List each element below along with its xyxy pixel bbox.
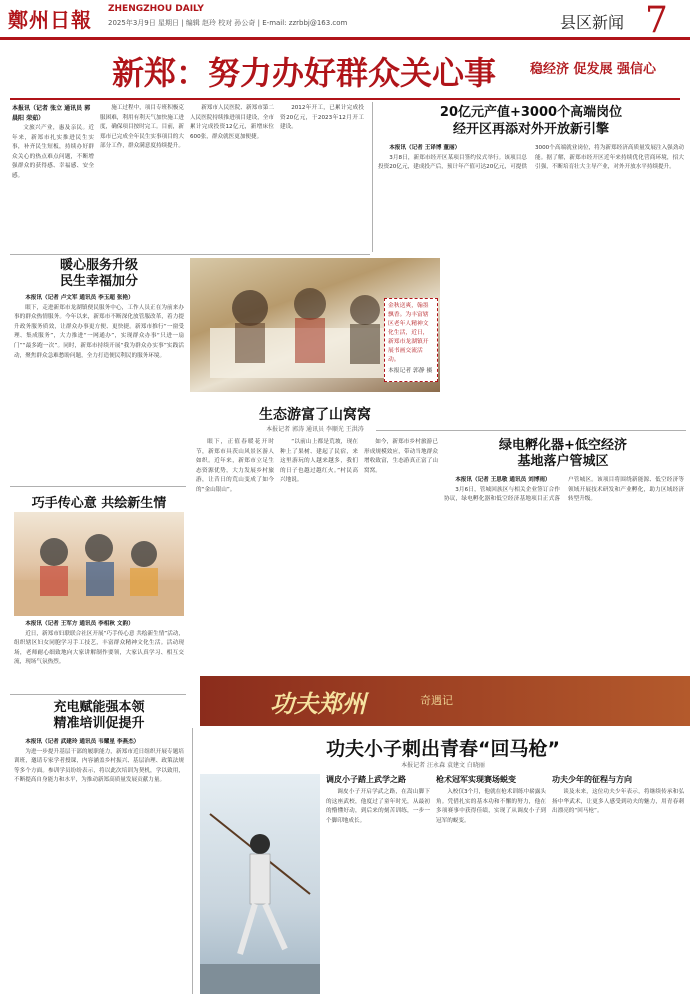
kungfu-col-3 bbox=[552, 774, 684, 992]
kungfu-col-2-body bbox=[436, 788, 546, 992]
column-divider-2 bbox=[192, 728, 193, 994]
tourism-col-3 bbox=[364, 438, 438, 668]
incubator-text: 3月6日，管城回族区与相关企业签订合作协议，绿电孵化器和低空经济基地项目正式落户管城区。该项目将围绕新能源、低空经济等领域开展技术研发和产业孵化，助力区域经济转型升级。 bbox=[444, 477, 684, 503]
headline-rule bbox=[10, 98, 680, 100]
kungfu-subhead-1: 调皮小子踏上武学之路 bbox=[326, 775, 406, 784]
masthead bbox=[0, 0, 690, 40]
craft-byline: 本报讯（记者 王军方 通讯员 李相秋 文韵） bbox=[25, 621, 134, 627]
kungfu-col-2-text: 入校仅3个月，他就在枪术训练中崭露头角。凭借扎实的基本功和不懈的努力，他在多项赛事中获得佳绩，实现了从调皮小子到冠军的蜕变。 bbox=[436, 789, 546, 824]
craft-photo-art bbox=[14, 512, 184, 616]
main-headline: 新郑：努力办好群众关心事 bbox=[112, 54, 497, 92]
kungfu-col-3-body bbox=[552, 788, 684, 992]
tourism-col-2 bbox=[280, 438, 358, 668]
incubator-byline: 本报讯（记者 王思敬 通讯员 刘博雨） bbox=[455, 477, 551, 483]
tourism-byline: 本报记者 郭涛 通讯员 李顺光 王洪涛 bbox=[266, 426, 364, 433]
incubator-headline: 绿电孵化器+低空经济 基地落户管城区 bbox=[499, 438, 627, 469]
training-headline: 充电赋能强本领 精准培训促提升 bbox=[53, 700, 145, 731]
newspaper-subtitle: ZHENGZHOU DAILY bbox=[108, 4, 204, 14]
investment-text: 3月8日，新郑市经开区某项目签约仪式举行。该项目总投资20亿元，建成投产后，预计年产值可达20亿元，可提供3000个高端就业岗位，将为新郑经济高质量发展注入强劲动能。据了解，新郑市经开区近年来持续优化营商环境，招大引强，不断培育壮大主导产业，对外开放水平持续提升。 bbox=[378, 145, 684, 171]
service-body bbox=[14, 294, 184, 480]
lead-col-1-text: 文旅兴产业，惠及亲民。近年来，新郑市扎实推进民生实事，补齐民生短板，持续办好群众关心的热点难点问题，不断增强群众的获得感、幸福感、安全感。 bbox=[12, 125, 94, 179]
lead-col-1 bbox=[12, 124, 94, 250]
kungfu-byline: 本报记者 汪永森 袁建文 白晓丽 bbox=[401, 762, 485, 769]
craft-photo bbox=[14, 512, 184, 616]
tourism-headline: 生态游富了山窝窝 bbox=[259, 407, 371, 423]
calligraphy-note: 金秋送爽，翰墨飘香。为丰富辖区老年人精神文化生活，近日，新郑市龙湖镇开展书画交流活动。 bbox=[388, 303, 429, 363]
craft-body bbox=[14, 620, 184, 686]
investment-headline: 20亿元产值+3000个高端岗位 经开区再添对外开放新引擎 bbox=[439, 105, 623, 137]
issue-meta: 2025年3月9日 星期日 | 编辑 赵玲 校对 孙公奇 | E-mail: zzrbbj@163.com bbox=[108, 19, 348, 27]
lead-col-2-text: 施工过程中，项目专班积极克服困难，利用有利天气加快施工进度，确保项目按时完工。目前，新郑市已完成全年民生实事项目的大部分工作，群众满意度持续提升。 bbox=[100, 105, 184, 150]
kungfu-banner-title: 功夫郑州 bbox=[270, 689, 366, 718]
service-byline: 本报讯（记者 卢文军 通讯员 李玉超 张艳） bbox=[25, 295, 134, 301]
row-divider-left bbox=[10, 486, 186, 487]
lead-col-4 bbox=[280, 104, 364, 250]
slogan: 稳经济 促发展 强信心 bbox=[530, 62, 657, 77]
row-divider-left-2 bbox=[10, 694, 186, 695]
kungfu-col-2 bbox=[436, 774, 546, 992]
kungfu-col-1 bbox=[326, 774, 430, 992]
service-text: 眼下，走进新郑市龙湖镇便民服务中心，工作人员正在为前来办事的群众热情服务。今年以来，新郑市不断深化放管服改革，着力提升政务服务质效，让群众办事更方便、更快捷。新郑市推行“一窗受理、集成服务”，大力推进“一网通办”，实现群众办事“只进一扇门”“最多跑一次”。同时，新郑市持续开展“我为群众办实事”实践活动，聚焦群众急难愁盼问题，全力打造便民利民的服务环境。 bbox=[14, 304, 184, 359]
kungfu-headline: 功夫小子刺出青春“回马枪” bbox=[326, 738, 560, 760]
lead-col-3 bbox=[190, 104, 274, 250]
kungfu-banner-subtitle: 奇遇记 bbox=[420, 694, 453, 707]
service-headline: 暖心服务升级 民生幸福加分 bbox=[59, 258, 138, 289]
tourism-col-3-text: 如今，新郑市乡村旅游已形成规模效应，带动当地群众增收致富，生态游真正富了山窝窝。 bbox=[364, 439, 438, 474]
lead-col-2 bbox=[100, 104, 184, 250]
newspaper-logo: 鄭州日報 bbox=[8, 8, 92, 32]
kungfu-col-1-text: 调皮小子开启学武之路，在嵩山脚下的这座武校，他度过了童年时光，从最初的懵懂好动，到后来的刻苦训练，一步一个脚印地成长。 bbox=[326, 789, 430, 824]
lead-col-4-text: 2012年开工，已累计完成投资20亿元，于2023年12月开工建设。 bbox=[280, 105, 364, 131]
lead-byline: 本报讯（记者 张立 通讯员 郭晨阳 荣茹） bbox=[12, 105, 91, 122]
investment-byline: 本报讯（记者 王译博 董丽） bbox=[389, 145, 461, 151]
tourism-col-2-text: “以前山上都是荒坡，现在种上了果树、建起了民宿，来这里游玩的人越来越多，我们的日子也越过越红火。”村民高兴地说。 bbox=[280, 439, 358, 484]
calligraphy-caption: 本报记者 郭静 摄 bbox=[388, 368, 433, 374]
craft-headline: 巧手传心意 共绘新生情 bbox=[31, 496, 167, 511]
page-number: 7 bbox=[645, 0, 668, 41]
training-text: 为进一步提升基层干部的履职能力，新郑市近日组织开展专题培训班，邀请专家学者授课，内容涵盖乡村振兴、基层治理、政策法规等多个方面。参训学员纷纷表示，将以此次培训为契机，学以致用，不断提高自身能力和水平，为推动新郑高质量发展贡献力量。 bbox=[14, 748, 184, 784]
section-name: 县区新闻 bbox=[560, 13, 625, 32]
lead-col-3-text: 新郑市人民医院、新郑市第二人民医院持续推进项目建设，全市累计完成投资12亿元，新增床位600张，群众就医更加便捷。 bbox=[190, 105, 274, 140]
kungfu-subhead-3: 功夫少年的征程与方向 bbox=[552, 775, 632, 784]
kungfu-subhead-2: 枪术冠军实现赛场蜕变 bbox=[436, 775, 516, 784]
kungfu-col-1-body bbox=[326, 788, 430, 992]
training-byline: 本报讯（记者 武建玲 通讯员 韦耀星 李燕杰） bbox=[25, 739, 140, 745]
incubator-body bbox=[444, 476, 684, 666]
kungfu-col-3-text: 谈及未来，这位功夫少年表示，将继续传承和弘扬中华武术，让更多人感受到功夫的魅力，用青春刺出漂亮的“回马枪”。 bbox=[552, 789, 684, 815]
tourism-col-1-text: 眼下，正值春暖花开时节，新郑市具茨山风景区游人如织。近年来，新郑市立足生态资源优势，大力发展乡村旅游，让昔日的荒山变成了如今的“金山银山”。 bbox=[196, 439, 274, 493]
kungfu-photo bbox=[200, 774, 320, 994]
kungfu-photo-art bbox=[200, 774, 320, 994]
training-body bbox=[14, 738, 184, 992]
row-divider bbox=[10, 254, 370, 255]
column-divider bbox=[372, 102, 373, 252]
tourism-col-1 bbox=[196, 438, 274, 668]
calligraphy-caption-box bbox=[384, 298, 438, 382]
craft-text: 近日，新郑市妇联联合社区开展“巧手传心意 共绘新生情”活动，组织辖区妇女同胞学习手工技艺，丰富群众精神文化生活。活动现场，老师耐心细致地向大家讲解制作要领，大家认真学习、相互交流，现场气氛热烈。 bbox=[14, 630, 184, 666]
